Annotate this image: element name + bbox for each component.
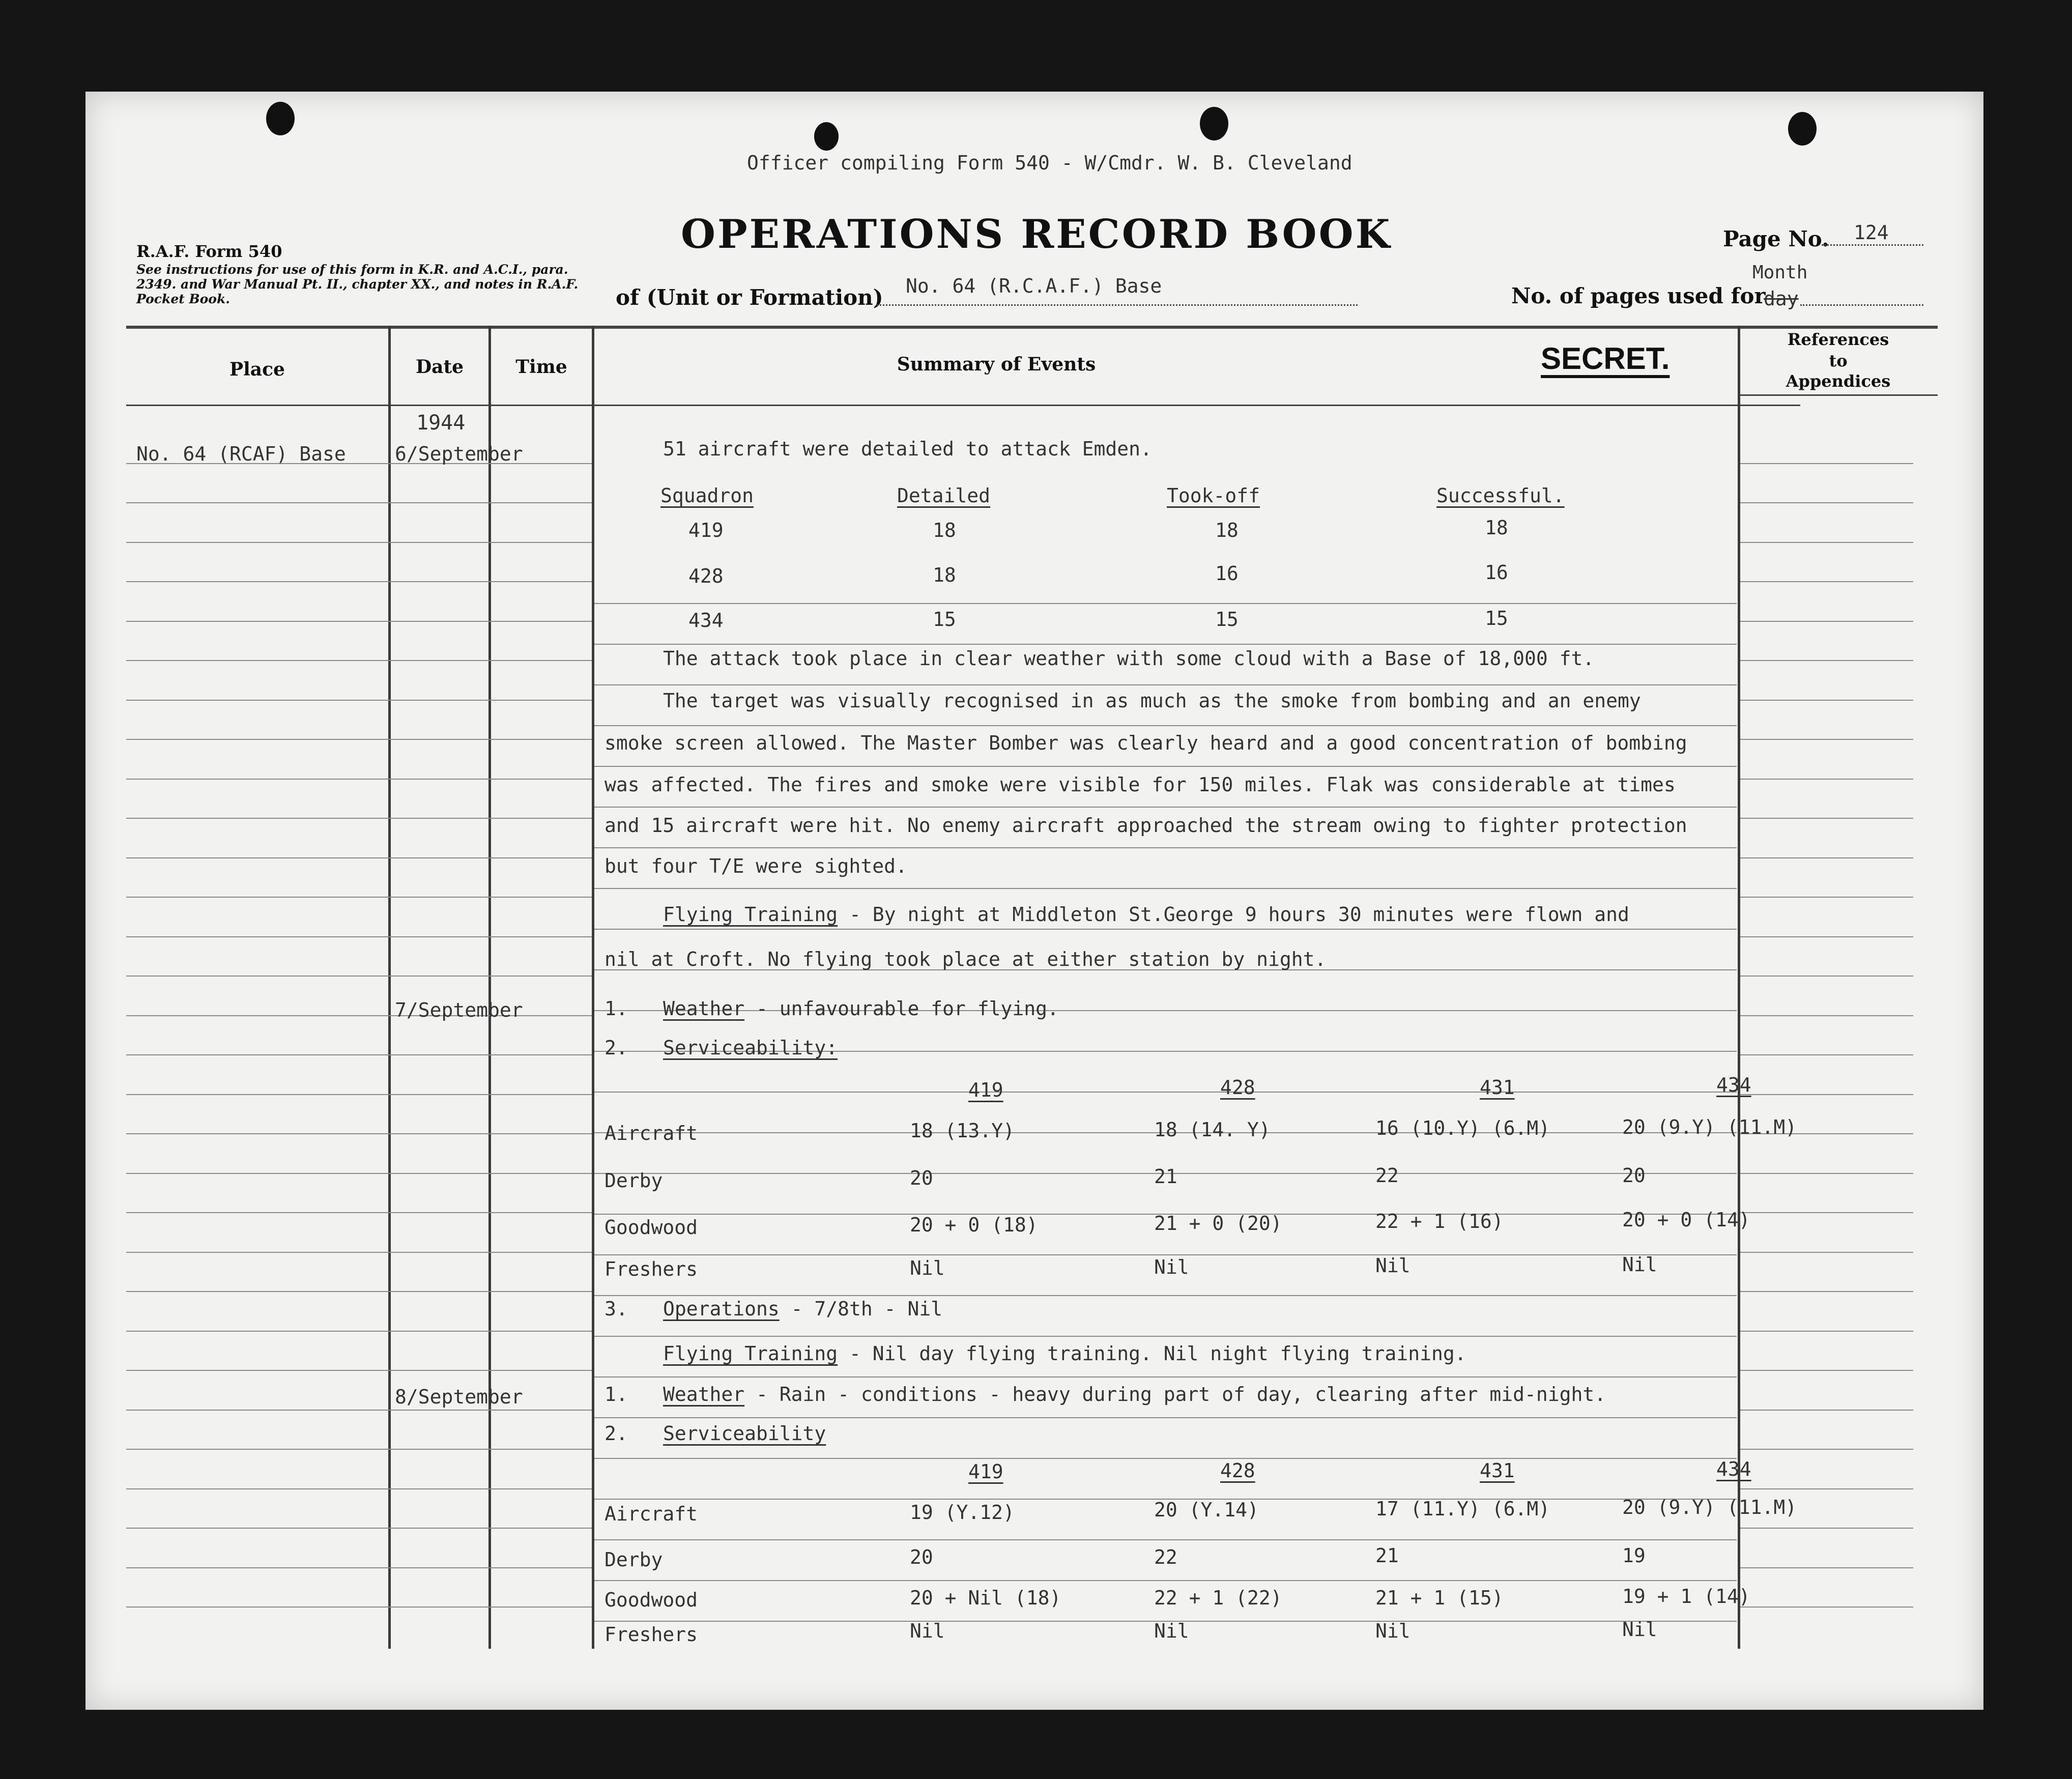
sq-header-tookoff: Took-off bbox=[1167, 484, 1260, 507]
serv-cell: Nil bbox=[910, 1257, 945, 1279]
col-place: Place bbox=[229, 359, 285, 380]
item-number: 1. bbox=[605, 1383, 628, 1405]
col-divider-time bbox=[592, 326, 594, 1649]
col-date: Date bbox=[415, 356, 464, 378]
sq-cell: 428 bbox=[688, 565, 724, 587]
entry-date-6: 6/September bbox=[395, 443, 523, 465]
sq-cell: 18 bbox=[933, 564, 956, 586]
sq-cell: 16 bbox=[1215, 562, 1239, 585]
pages-used-struck: day bbox=[1764, 288, 1799, 310]
operations-label: Operations bbox=[663, 1298, 780, 1320]
table-top-rule bbox=[126, 326, 1938, 329]
narrative-line: but four T/E were sighted. bbox=[605, 855, 907, 877]
item-number: 2. bbox=[605, 1422, 628, 1445]
form-instructions: See instructions for use of this form in K.R. and A.C.I., para. 2349. and War Manual Pt. II., chapter XX., and notes in R.A.F. Pocket Book. bbox=[136, 262, 579, 306]
squadron-col-419: 419 bbox=[968, 1460, 1003, 1483]
flying-training-text: - By night at Middleton St.George 9 hours 30 minutes were flown and bbox=[838, 903, 1629, 926]
item-serviceability-day3 bbox=[605, 1422, 826, 1445]
serv-cell: 18 (14. Y) bbox=[1154, 1118, 1271, 1141]
serv-cell: 22 + 1 (16) bbox=[1375, 1210, 1504, 1232]
flying-training-label: Flying Training bbox=[663, 1342, 838, 1365]
serv-cell: 20 bbox=[1622, 1164, 1646, 1187]
weather-text: - unfavourable for flying. bbox=[744, 997, 1059, 1020]
serv-cell: Nil bbox=[1375, 1620, 1411, 1642]
punch-hole bbox=[814, 122, 839, 151]
entry-date-7: 7/September bbox=[395, 999, 523, 1021]
col-refs-3: Appendices bbox=[1786, 371, 1891, 391]
col-refs-1: References bbox=[1787, 330, 1889, 349]
flying-training-label: Flying Training bbox=[663, 903, 838, 926]
serv-cell: 20 bbox=[910, 1167, 933, 1189]
narrative-line: smoke screen allowed. The Master Bomber was clearly heard and a good concentration of bombing bbox=[605, 732, 1687, 754]
col-divider-place bbox=[388, 326, 391, 1649]
squadron-col-431: 431 bbox=[1480, 1076, 1515, 1099]
col-divider-refs bbox=[1738, 326, 1740, 1649]
narrative-line: was affected. The fires and smoke were visible for 150 miles. Flak was considerable at times bbox=[605, 773, 1676, 796]
narrative-line: The target was visually recognised in as much as the smoke from bombing and an enemy bbox=[663, 690, 1641, 712]
sq-cell: 434 bbox=[688, 609, 724, 632]
squadron-col-434: 434 bbox=[1716, 1458, 1751, 1480]
serv-cell: Nil bbox=[1154, 1256, 1189, 1278]
narrative-line: The attack took place in clear weather with some cloud with a Base of 18,000 ft. bbox=[663, 647, 1595, 670]
serv-cell: 21 + 0 (20) bbox=[1154, 1212, 1282, 1235]
weather-text: - Rain - conditions - heavy during part of day, clearing after mid-night. bbox=[744, 1383, 1606, 1405]
serv-cell: 20 + 0 (18) bbox=[910, 1214, 1038, 1236]
sq-cell: 18 bbox=[1485, 517, 1508, 539]
form-sheet bbox=[85, 92, 1983, 1710]
entry-date-8: 8/September bbox=[395, 1386, 523, 1408]
item-operations bbox=[605, 1298, 942, 1320]
serv-row-label: Derby bbox=[605, 1169, 663, 1192]
serv-cell: 16 (10.Y) (6.M) bbox=[1375, 1117, 1550, 1139]
sq-cell: 15 bbox=[1215, 608, 1239, 630]
punch-hole bbox=[1200, 107, 1228, 140]
serv-row-label: Freshers bbox=[605, 1623, 698, 1646]
serv-cell: 20 (Y.14) bbox=[1154, 1499, 1259, 1521]
item-weather-day3 bbox=[605, 1383, 1606, 1405]
squadron-col-419: 419 bbox=[968, 1079, 1003, 1101]
narrative-line: and 15 aircraft were hit. No enemy aircraft approached the stream owing to fighter protection bbox=[605, 814, 1687, 837]
item-number: 3. bbox=[605, 1298, 628, 1320]
serv-cell: Nil bbox=[1154, 1620, 1189, 1642]
serv-cell: 20 + Nil (18) bbox=[910, 1587, 1061, 1609]
sq-cell: 18 bbox=[1215, 519, 1239, 541]
serv-cell: Nil bbox=[1622, 1618, 1657, 1641]
weather-label: Weather bbox=[663, 997, 745, 1020]
squadron-col-434: 434 bbox=[1716, 1074, 1751, 1096]
pages-dotted-line bbox=[1800, 304, 1923, 306]
flying-training-line-day2 bbox=[663, 1342, 1466, 1365]
sq-cell: 15 bbox=[1485, 607, 1508, 629]
serv-cell: 19 + 1 (14) bbox=[1622, 1585, 1750, 1608]
flying-training-text: - Nil day flying training. Nil night flying training. bbox=[838, 1342, 1466, 1365]
page-title: OPERATIONS RECORD BOOK bbox=[681, 211, 1392, 257]
sq-cell: 419 bbox=[688, 519, 724, 541]
serv-cell: Nil bbox=[910, 1620, 945, 1642]
serv-cell: 22 bbox=[1375, 1164, 1399, 1187]
pages-used-value: Month bbox=[1752, 262, 1808, 283]
page-label: Page No. bbox=[1723, 226, 1829, 251]
punch-hole bbox=[1788, 112, 1817, 146]
col-divider-date bbox=[488, 326, 491, 1649]
serv-cell: 21 bbox=[1154, 1165, 1177, 1188]
weather-label: Weather bbox=[663, 1383, 745, 1405]
serv-cell: 18 (13.Y) bbox=[910, 1120, 1015, 1142]
serv-row-label: Freshers bbox=[605, 1258, 698, 1280]
secret-stamp: SECRET. bbox=[1541, 341, 1670, 376]
unit-value: No. 64 (R.C.A.F.) Base bbox=[906, 275, 1162, 297]
serv-cell: 19 (Y.12) bbox=[910, 1501, 1015, 1524]
refs-header-rule bbox=[1739, 394, 1938, 396]
sq-cell: 16 bbox=[1485, 561, 1508, 584]
flying-training-line-2: nil at Croft. No flying took place at either station by night. bbox=[605, 948, 1327, 970]
entry-place: No. 64 (RCAF) Base bbox=[136, 443, 346, 465]
sq-header-detailed: Detailed bbox=[897, 484, 991, 507]
serv-row-label: Aircraft bbox=[605, 1122, 698, 1144]
serv-row-label: Goodwood bbox=[605, 1216, 698, 1239]
serviceability-label: Serviceability bbox=[663, 1422, 826, 1445]
header-bottom-rule bbox=[126, 405, 1800, 406]
sq-header-squadron: Squadron bbox=[660, 484, 754, 507]
sq-cell: 15 bbox=[933, 608, 956, 630]
page-dotted-line bbox=[1822, 244, 1923, 246]
serv-cell: 20 + 0 (14) bbox=[1622, 1209, 1750, 1231]
col-refs-2: to bbox=[1829, 351, 1848, 370]
serv-cell: 22 + 1 (22) bbox=[1154, 1587, 1282, 1609]
serv-cell: 20 (9.Y) (11.M) bbox=[1622, 1116, 1797, 1138]
sq-header-successful: Successful. bbox=[1436, 484, 1565, 507]
serv-cell: 21 bbox=[1375, 1544, 1399, 1567]
serv-cell: 22 bbox=[1154, 1546, 1177, 1568]
serv-cell: Nil bbox=[1375, 1254, 1411, 1277]
serviceability-label: Serviceability: bbox=[663, 1037, 838, 1059]
serv-cell: 19 bbox=[1622, 1544, 1646, 1567]
serv-row-label: Derby bbox=[605, 1548, 663, 1571]
page-number: 124 bbox=[1854, 221, 1889, 244]
serv-cell: 21 + 1 (15) bbox=[1375, 1587, 1504, 1609]
serv-cell: 17 (11.Y) (6.M) bbox=[1375, 1498, 1550, 1520]
squadron-col-428: 428 bbox=[1220, 1459, 1255, 1482]
col-summary: Summary of Events bbox=[897, 354, 1096, 375]
item-serviceability bbox=[605, 1037, 838, 1059]
punch-hole bbox=[266, 102, 295, 135]
serv-row-label: Goodwood bbox=[605, 1589, 698, 1611]
col-time: Time bbox=[515, 356, 567, 378]
serv-cell: 20 (9.Y) (11.M) bbox=[1622, 1496, 1797, 1518]
flying-training-line bbox=[663, 903, 1629, 926]
squadron-col-428: 428 bbox=[1220, 1076, 1255, 1099]
unit-dotted-line bbox=[877, 304, 1358, 306]
serv-cell: 20 bbox=[910, 1546, 933, 1568]
form-id: R.A.F. Form 540 bbox=[136, 242, 282, 261]
item-number: 2. bbox=[605, 1037, 628, 1059]
serv-cell: Nil bbox=[1622, 1253, 1657, 1276]
officer-compiling: Officer compiling Form 540 - W/Cmdr. W. B. Cleveland bbox=[747, 152, 1352, 174]
pages-used-label: No. of pages used for bbox=[1511, 283, 1766, 308]
entry-year: 1944 bbox=[416, 411, 466, 435]
item-number: 1. bbox=[605, 997, 628, 1020]
summary-line: 51 aircraft were detailed to attack Emden. bbox=[663, 438, 1152, 460]
squadron-col-431: 431 bbox=[1480, 1459, 1515, 1482]
sq-cell: 18 bbox=[933, 519, 956, 541]
operations-text: - 7/8th - Nil bbox=[779, 1298, 943, 1320]
serv-row-label: Aircraft bbox=[605, 1503, 698, 1525]
item-weather bbox=[605, 997, 1059, 1020]
unit-label: of (Unit or Formation) bbox=[616, 285, 883, 310]
